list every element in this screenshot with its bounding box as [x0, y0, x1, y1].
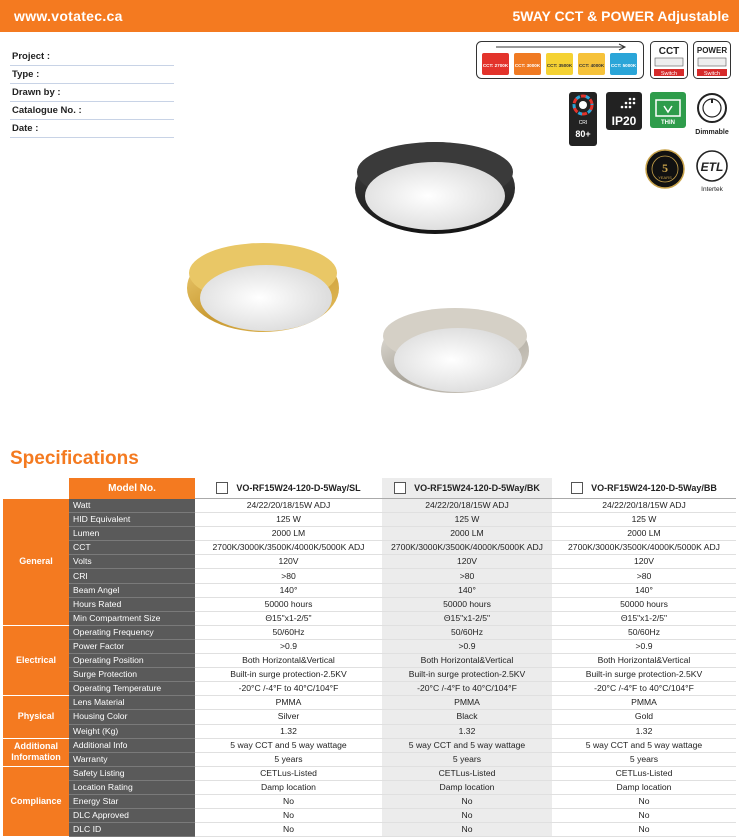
black-fixture-image: [355, 142, 515, 234]
spec-value: 120V: [382, 555, 552, 569]
spec-value: 1.32: [552, 724, 736, 738]
spec-label: Watt: [69, 499, 195, 513]
spec-value: 5 years: [382, 752, 552, 766]
spec-value: CETLus-Listed: [382, 766, 552, 780]
table-row: [3, 499, 736, 513]
spec-label: CCT: [69, 541, 195, 555]
spec-value: Black: [382, 710, 552, 724]
spec-value: >80: [195, 569, 382, 583]
spec-value: 2700K/3000K/3500K/4000K/5000K ADJ: [382, 541, 552, 555]
spec-value: No: [195, 794, 382, 808]
spec-value: Both Horizontal&Vertical: [195, 654, 382, 668]
spec-label: DLC Approved: [69, 809, 195, 823]
spec-value: >0.9: [195, 639, 382, 653]
spec-value: 120V: [552, 555, 736, 569]
spec-label: HID Equivalent: [69, 513, 195, 527]
table-row: [3, 738, 736, 752]
warranty-text: YEARS: [658, 175, 672, 180]
table-row: [3, 597, 736, 611]
table-row: [3, 766, 736, 780]
spec-value: 5 years: [195, 752, 382, 766]
spec-value: >0.9: [382, 639, 552, 653]
specifications-heading: Specifications: [10, 448, 139, 469]
model-checkbox[interactable]: [216, 482, 228, 494]
cct-switch-icon: [650, 41, 688, 79]
table-row: [3, 583, 736, 597]
date-field: Date :: [10, 120, 174, 138]
site-url[interactable]: www.votatec.ca: [14, 8, 123, 24]
ip-rating-label: IP20: [611, 114, 637, 128]
spec-value: Both Horizontal&Vertical: [552, 654, 736, 668]
gold-fixture-image: [187, 243, 339, 332]
spec-value: 125 W: [195, 513, 382, 527]
spec-value: Θ15"x1-2/5": [195, 611, 382, 625]
spec-label: Surge Protection: [69, 668, 195, 682]
table-row: [3, 794, 736, 808]
table-row: [3, 809, 736, 823]
spec-value: Built-in surge protection-2.5KV: [382, 668, 552, 682]
table-row: [3, 823, 736, 837]
header-bar: [0, 0, 739, 32]
thin-icon: [650, 92, 686, 128]
spec-value: 5 way CCT and 5 way wattage: [382, 738, 552, 752]
spec-value: CETLus-Listed: [195, 766, 382, 780]
spec-value: 1.32: [195, 724, 382, 738]
spec-label: Operating Frequency: [69, 625, 195, 639]
spec-label: Energy Star: [69, 794, 195, 808]
table-row: [3, 611, 736, 625]
spec-label: Lumen: [69, 527, 195, 541]
project-field: Project :: [10, 48, 174, 66]
spec-value: Damp location: [382, 780, 552, 794]
spec-label: Location Rating: [69, 780, 195, 794]
spec-value: 50/60Hz: [552, 625, 736, 639]
spec-value: 140°: [195, 583, 382, 597]
table-row: [3, 752, 736, 766]
category-cell: Additional Information: [3, 738, 69, 766]
spec-label: Operating Position: [69, 654, 195, 668]
spec-label: Lens Material: [69, 696, 195, 710]
spec-value: No: [552, 809, 736, 823]
spec-value: -20°C /-4°F to 40°C/104°F: [195, 682, 382, 696]
spec-label: Weight (Kg): [69, 724, 195, 738]
table-row: [3, 780, 736, 794]
spec-value: -20°C /-4°F to 40°C/104°F: [552, 682, 736, 696]
cct-swatch-label: CCT: 5000K: [610, 63, 637, 68]
spec-value: No: [382, 809, 552, 823]
table-row: [3, 527, 736, 541]
spec-value: Θ15"x1-2/5": [382, 611, 552, 625]
etl-certification-icon: [692, 149, 732, 193]
spec-value: 140°: [382, 583, 552, 597]
spec-label: Power Factor: [69, 639, 195, 653]
cct-swatch-label: CCT: 4000K: [578, 63, 605, 68]
table-row: [3, 668, 736, 682]
table-row: [3, 654, 736, 668]
spec-value: Gold: [552, 710, 736, 724]
power-switch-icon: [693, 41, 731, 79]
table-header-row: [3, 478, 736, 499]
spec-value: Built-in surge protection-2.5KV: [195, 668, 382, 682]
cct-swatch-label: CCT: 3500K: [546, 63, 573, 68]
drawn-by-field: Drawn by :: [10, 84, 174, 102]
spec-value: 140°: [552, 583, 736, 597]
spec-value: No: [195, 809, 382, 823]
spec-value: Θ15"x1-2/5": [552, 611, 736, 625]
spec-value: PMMA: [195, 696, 382, 710]
spec-value: Built-in surge protection-2.5KV: [552, 668, 736, 682]
spec-label: Volts: [69, 555, 195, 569]
spec-value: 5 way CCT and 5 way wattage: [195, 738, 382, 752]
dimmable-icon: [692, 92, 732, 138]
spec-label: Housing Color: [69, 710, 195, 724]
table-row: [3, 710, 736, 724]
spec-value: 50000 hours: [382, 597, 552, 611]
spec-label: Beam Angel: [69, 583, 195, 597]
spec-label: CRI: [69, 569, 195, 583]
model-column-header: VO-RF15W24-120-D-5Way/SL: [195, 478, 382, 499]
category-cell: Electrical: [3, 625, 69, 695]
spec-value: Silver: [195, 710, 382, 724]
product-images: [180, 130, 550, 420]
table-row: [3, 682, 736, 696]
spec-value: >0.9: [552, 639, 736, 653]
spec-value: No: [552, 823, 736, 837]
spec-value: PMMA: [382, 696, 552, 710]
cct-swatch-label: CCT: 3000K: [514, 63, 541, 68]
spec-value: Damp location: [195, 780, 382, 794]
cri-icon: [569, 92, 597, 146]
spec-value: Both Horizontal&Vertical: [382, 654, 552, 668]
spec-value: 2700K/3000K/3500K/4000K/5000K ADJ: [195, 541, 382, 555]
spec-label: Additional Info: [69, 738, 195, 752]
spec-label: Hours Rated: [69, 597, 195, 611]
silver-fixture-image: [381, 308, 529, 393]
table-row: [3, 555, 736, 569]
spec-value: 24/22/20/18/15W ADJ: [382, 499, 552, 513]
specifications-table: [3, 478, 736, 837]
power-switch-sub: Switch: [703, 71, 721, 77]
category-cell: Physical: [3, 696, 69, 738]
model-column-header: VO-RF15W24-120-D-5Way/BB: [552, 478, 736, 499]
cct-switch-sub: Switch: [660, 71, 678, 77]
cct-switch-title: CCT: [658, 46, 680, 57]
project-info-block: [10, 48, 174, 138]
spec-value: >80: [552, 569, 736, 583]
spec-value: No: [552, 794, 736, 808]
cct-swatch-strip-icon: [476, 41, 644, 79]
etl-mark: ETL: [700, 160, 724, 174]
spec-value: 5 way CCT and 5 way wattage: [552, 738, 736, 752]
spec-value: 2000 LM: [382, 527, 552, 541]
table-row: [3, 696, 736, 710]
spec-value: CETLus-Listed: [552, 766, 736, 780]
cri-label: CRI: [578, 120, 588, 126]
table-row: [3, 513, 736, 527]
spec-value: 50/60Hz: [195, 625, 382, 639]
spec-value: 50000 hours: [195, 597, 382, 611]
spec-value: No: [195, 823, 382, 837]
dimmable-label: Dimmable: [695, 129, 729, 136]
spec-label: Warranty: [69, 752, 195, 766]
table-row: [3, 639, 736, 653]
type-field: Type :: [10, 66, 174, 84]
model-checkbox[interactable]: [571, 482, 583, 494]
table-row: [3, 724, 736, 738]
category-cell: General: [3, 499, 69, 626]
cct-swatch-label: CCT: 2700K: [482, 63, 509, 68]
warranty-years: 5: [662, 161, 668, 175]
spec-value: 2700K/3000K/3500K/4000K/5000K ADJ: [552, 541, 736, 555]
spec-value: 5 years: [552, 752, 736, 766]
spec-value: 125 W: [382, 513, 552, 527]
spec-label: Safety Listing: [69, 766, 195, 780]
table-row: [3, 569, 736, 583]
spec-value: 1.32: [382, 724, 552, 738]
spec-label: Operating Temperature: [69, 682, 195, 696]
spec-value: -20°C /-4°F to 40°C/104°F: [382, 682, 552, 696]
spec-value: >80: [382, 569, 552, 583]
spec-value: 50000 hours: [552, 597, 736, 611]
spec-value: 2000 LM: [195, 527, 382, 541]
spec-value: No: [382, 823, 552, 837]
model-no-header: Model No.: [69, 478, 195, 499]
spec-value: 120V: [195, 555, 382, 569]
spec-value: 2000 LM: [552, 527, 736, 541]
cri-value: 80+: [575, 129, 591, 139]
spec-value: 24/22/20/18/15W ADJ: [195, 499, 382, 513]
intertek-label: Intertek: [701, 186, 723, 193]
catalogue-no-field: Catalogue No. :: [10, 102, 174, 120]
spec-value: 125 W: [552, 513, 736, 527]
spec-label: Min Compartment Size: [69, 611, 195, 625]
table-row: [3, 625, 736, 639]
model-checkbox[interactable]: [394, 482, 406, 494]
warranty-seal-icon: [645, 149, 685, 189]
ip20-icon: [606, 92, 642, 130]
category-cell: Compliance: [3, 766, 69, 836]
model-column-header: VO-RF15W24-120-D-5Way/BK: [382, 478, 552, 499]
spec-value: 50/60Hz: [382, 625, 552, 639]
page-title: 5WAY CCT & POWER Adjustable: [512, 8, 729, 24]
spec-label: DLC ID: [69, 823, 195, 837]
spec-value: Damp location: [552, 780, 736, 794]
thin-label: THIN: [661, 120, 675, 126]
table-row: [3, 541, 736, 555]
spec-value: No: [382, 794, 552, 808]
spec-value: PMMA: [552, 696, 736, 710]
spec-value: 24/22/20/18/15W ADJ: [552, 499, 736, 513]
power-switch-title: POWER: [696, 46, 728, 55]
